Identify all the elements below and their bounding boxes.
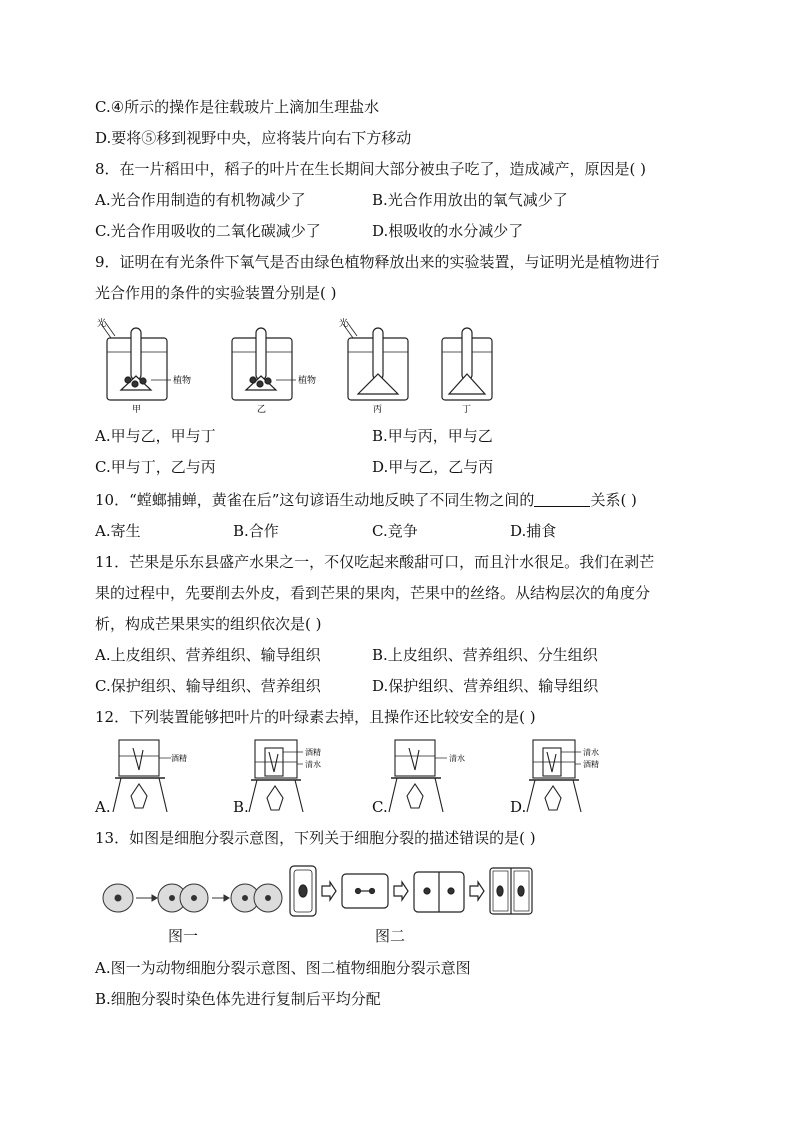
apparatus-c <box>389 740 447 812</box>
q12-option-b: B. <box>233 798 249 816</box>
setup-bing <box>343 322 408 400</box>
apparatus-b <box>249 740 303 812</box>
label-light-bing: 光 <box>339 319 349 329</box>
q9-stem-line1: 9．证明在有光条件下氧气是否由绿色植物释放出来的实验装置，与证明光是植物进行 <box>95 253 660 271</box>
label-plant-jia: 植物 <box>173 376 192 386</box>
q10-stem-post: 关系( ) <box>590 491 637 509</box>
label-plant-yi: 植物 <box>298 376 317 386</box>
q9-option-a: A.甲与乙，甲与丁 <box>95 427 216 445</box>
q8-option-c: C.光合作用吸收的二氧化碳减少了 <box>95 222 321 240</box>
q12-option-a: A. <box>95 798 111 816</box>
label-water-d: 清水 <box>583 748 599 757</box>
apparatus-a <box>113 740 171 812</box>
label-bing: 丙 <box>373 405 383 415</box>
q10-stem <box>95 490 637 510</box>
label-ding: 丁 <box>462 405 472 415</box>
q12-option-c: C. <box>372 798 388 816</box>
q8-option-a: A.光合作用制造的有机物减少了 <box>95 191 306 209</box>
q8-option-d: D.根吸收的水分减少了 <box>372 222 524 240</box>
q12-stem: 12．下列装置能够把叶片的叶绿素去掉，且操作还比较安全的是( ) <box>95 708 536 726</box>
q8-stem: 8．在一片稻田中，稻子的叶片在生长期间大部分被虫子吃了，造成减产，原因是( ) <box>95 160 647 178</box>
setup-jia <box>101 322 171 400</box>
q11-option-c: C.保护组织、输导组织、营养组织 <box>95 677 321 695</box>
option-d-prev: D.要将⑤移到视野中央，应将装片向右下方移动 <box>95 129 412 147</box>
figure2-plant-cells <box>290 866 532 916</box>
q10-option-d: D.捕食 <box>510 522 557 540</box>
label-jia: 甲 <box>132 405 142 415</box>
q13-figure2-caption: 图二 <box>375 927 406 945</box>
label-yi: 乙 <box>257 405 267 415</box>
q11-option-b: B.上皮组织、营养组织、分生组织 <box>372 646 598 664</box>
q11-stem-line3: 析，构成芒果果实的组织依次是( ) <box>95 615 322 633</box>
q9-experiment-figure <box>95 316 495 416</box>
q12-apparatus-figure <box>95 734 615 818</box>
q9-option-d: D.甲与乙，乙与丙 <box>372 458 494 476</box>
q11-option-d: D.保护组织、营养组织、输导组织 <box>372 677 599 695</box>
q10-option-a: A.寄生 <box>95 522 141 540</box>
q13-option-a: A.图一为动物细胞分裂示意图、图二植物细胞分裂示意图 <box>95 959 471 977</box>
q10-option-b: B.合作 <box>233 522 279 540</box>
label-water-b: 清水 <box>305 760 321 769</box>
q9-option-c: C.甲与丁，乙与丙 <box>95 458 216 476</box>
q13-figure1-caption: 图一 <box>168 927 199 945</box>
apparatus-d <box>527 740 581 812</box>
q11-stem-line2: 果的过程中，先要削去外皮，看到芒果的果肉，芒果中的丝络。从结构层次的角度分 <box>95 584 651 602</box>
setup-yi <box>232 328 296 400</box>
q9-option-b: B.甲与丙，甲与乙 <box>372 427 493 445</box>
q13-option-b: B.细胞分裂时染色体先进行复制后平均分配 <box>95 990 381 1008</box>
q13-cell-division-figure <box>100 858 540 922</box>
q10-option-c: C.竞争 <box>372 522 418 540</box>
q11-option-a: A.上皮组织、营养组织、输导组织 <box>95 646 321 664</box>
label-water-c: 清水 <box>449 754 465 763</box>
label-alcohol-a: 酒精 <box>171 754 187 763</box>
q10-blank <box>534 492 590 507</box>
figure1-animal-cells <box>103 884 282 912</box>
q11-stem-line1: 11．芒果是乐东县盛产水果之一，不仅吃起来酸甜可口，而且汁水很足。我们在剥芒 <box>95 553 655 571</box>
q12-option-d: D. <box>510 798 527 816</box>
label-alcohol-b: 酒精 <box>305 748 321 757</box>
option-c-prev: C.④所示的操作是往载玻片上滴加生理盐水 <box>95 98 380 116</box>
label-light-jia: 光 <box>97 319 107 329</box>
q10-stem-pre: 10．“螳螂捕蝉，黄雀在后”这句谚语生动地反映了不同生物之间的 <box>95 491 535 509</box>
setup-ding <box>442 328 492 400</box>
label-alcohol-d: 酒精 <box>583 760 599 769</box>
q9-stem-line2: 光合作用的条件的实验装置分别是( ) <box>95 284 337 302</box>
q13-stem: 13．如图是细胞分裂示意图，下列关于细胞分裂的描述错误的是( ) <box>95 829 536 847</box>
q8-option-b: B.光合作用放出的氧气减少了 <box>372 191 568 209</box>
